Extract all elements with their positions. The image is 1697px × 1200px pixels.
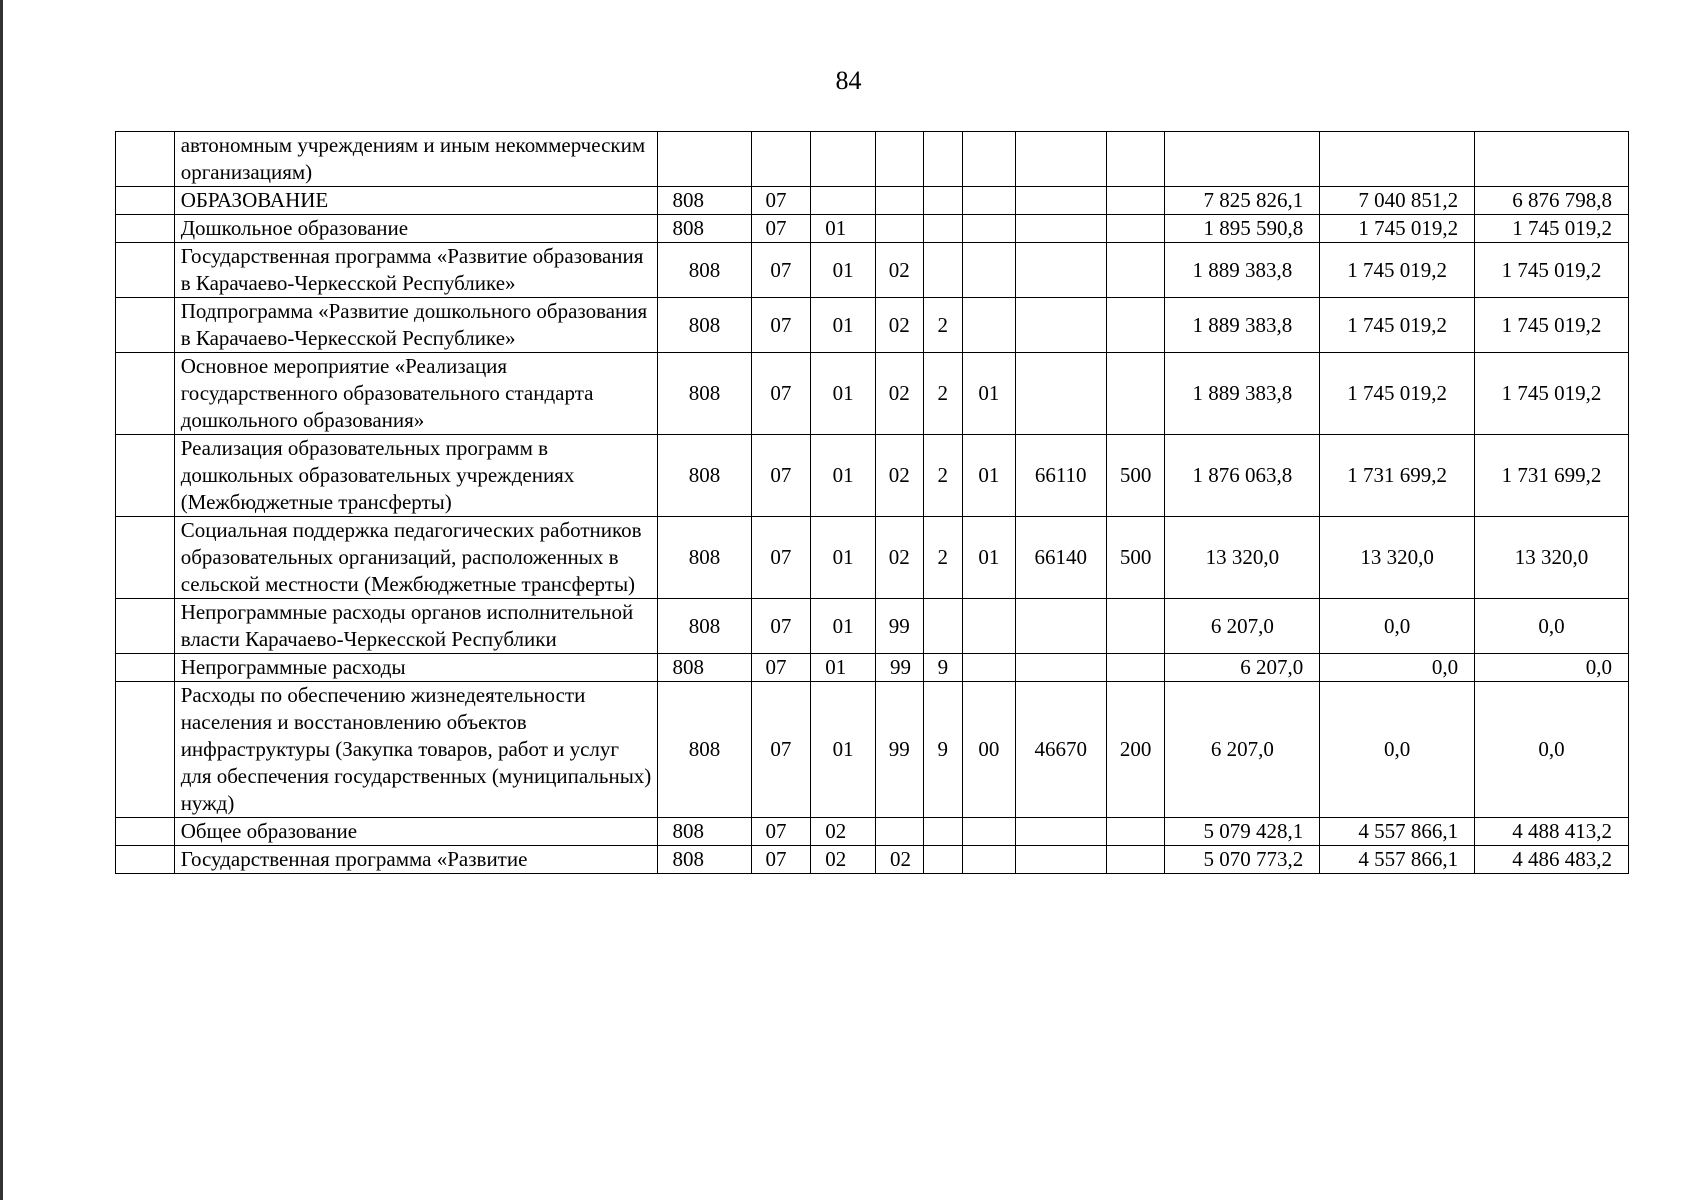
amount-year3-cell: 1 731 699,2 — [1475, 435, 1629, 517]
amount-year3-cell: 1 745 019,2 — [1475, 298, 1629, 353]
subsection-code-cell: 01 — [811, 243, 876, 298]
amount-year3-cell: 6 876 798,8 — [1475, 187, 1629, 215]
program-code-cell: 02 — [876, 517, 924, 599]
ved-code-cell: 808 — [658, 298, 751, 353]
amount-year1-cell: 1 889 383,8 — [1165, 298, 1320, 353]
program-code-cell: 99 — [876, 599, 924, 654]
section-code-cell: 07 — [751, 682, 811, 818]
amount-year2-cell: 1 745 019,2 — [1320, 243, 1475, 298]
subprogram-code-cell — [923, 215, 962, 243]
name-cell: автономным учреждениям и иным некоммерческим организациям) — [174, 132, 658, 187]
ved-code-cell: 808 — [658, 187, 751, 215]
direction-code-cell — [1015, 818, 1106, 846]
expense-type-cell — [1106, 215, 1165, 243]
name-cell: Социальная поддержка педагогических работников образовательных организаций, расположенных в сельской местности (Межбюджетные трансферты) — [174, 517, 658, 599]
name-cell: Подпрограмма «Развитие дошкольного образования в Карачаево-Черкесской Республике» — [174, 298, 658, 353]
section-code-cell: 07 — [751, 846, 811, 874]
section-code-cell: 07 — [751, 818, 811, 846]
amount-year1-cell: 1 889 383,8 — [1165, 243, 1320, 298]
section-code-cell: 07 — [751, 517, 811, 599]
name-cell: Непрограммные расходы — [174, 654, 658, 682]
amount-year2-cell: 4 557 866,1 — [1320, 846, 1475, 874]
program-code-cell: 99 — [876, 654, 924, 682]
amount-year1-cell: 6 207,0 — [1165, 682, 1320, 818]
direction-code-cell — [1015, 846, 1106, 874]
ved-code-cell: 808 — [658, 818, 751, 846]
subsection-code-cell: 01 — [811, 654, 876, 682]
direction-code-cell — [1015, 187, 1106, 215]
ved-code-cell: 808 — [658, 599, 751, 654]
budget-table — [115, 131, 1629, 874]
direction-code-cell — [1015, 132, 1106, 187]
name-cell: Дошкольное образование — [174, 215, 658, 243]
amount-year2-cell — [1320, 132, 1475, 187]
program-code-cell — [876, 132, 924, 187]
amount-year2-cell: 0,0 — [1320, 654, 1475, 682]
subsection-code-cell: 01 — [811, 353, 876, 435]
table-row — [116, 599, 1629, 654]
amount-year2-cell: 0,0 — [1320, 682, 1475, 818]
name-cell: Реализация образовательных программ в дошкольных образовательных учреждениях (Межбюджетные трансферты) — [174, 435, 658, 517]
section-code-cell: 07 — [751, 599, 811, 654]
event-code-cell — [963, 599, 1016, 654]
direction-code-cell: 66140 — [1015, 517, 1106, 599]
table-row — [116, 682, 1629, 818]
subprogram-code-cell: 9 — [923, 654, 962, 682]
subsection-code-cell: 01 — [811, 599, 876, 654]
expense-type-cell — [1106, 298, 1165, 353]
subprogram-code-cell: 2 — [923, 435, 962, 517]
amount-year1-cell: 1 889 383,8 — [1165, 353, 1320, 435]
subprogram-code-cell — [923, 132, 962, 187]
page-number: 84 — [835, 66, 862, 95]
expense-type-cell: 500 — [1106, 435, 1165, 517]
expense-type-cell — [1106, 846, 1165, 874]
event-code-cell — [963, 215, 1016, 243]
table-row — [116, 132, 1629, 187]
program-code-cell: 02 — [876, 846, 924, 874]
program-code-cell: 02 — [876, 298, 924, 353]
amount-year2-cell: 4 557 866,1 — [1320, 818, 1475, 846]
amount-year1-cell: 1 895 590,8 — [1165, 215, 1320, 243]
row-marker-cell — [116, 682, 175, 818]
amount-year2-cell: 13 320,0 — [1320, 517, 1475, 599]
event-code-cell: 00 — [963, 682, 1016, 818]
amount-year3-cell: 4 486 483,2 — [1475, 846, 1629, 874]
amount-year3-cell: 1 745 019,2 — [1475, 215, 1629, 243]
amount-year3-cell: 13 320,0 — [1475, 517, 1629, 599]
program-code-cell: 02 — [876, 353, 924, 435]
amount-year2-cell: 1 745 019,2 — [1320, 215, 1475, 243]
subprogram-code-cell: 2 — [923, 517, 962, 599]
row-marker-cell — [116, 435, 175, 517]
amount-year1-cell — [1165, 132, 1320, 187]
event-code-cell — [963, 818, 1016, 846]
table-row — [116, 187, 1629, 215]
amount-year1-cell: 6 207,0 — [1165, 654, 1320, 682]
expense-type-cell — [1106, 818, 1165, 846]
subprogram-code-cell — [923, 243, 962, 298]
subsection-code-cell: 01 — [811, 682, 876, 818]
amount-year2-cell: 1 731 699,2 — [1320, 435, 1475, 517]
direction-code-cell — [1015, 243, 1106, 298]
subprogram-code-cell — [923, 187, 962, 215]
table-row — [116, 846, 1629, 874]
section-code-cell: 07 — [751, 187, 811, 215]
name-cell: Государственная программа «Развитие образования в Карачаево-Черкесской Республике» — [174, 243, 658, 298]
subsection-code-cell: 02 — [811, 818, 876, 846]
event-code-cell — [963, 654, 1016, 682]
program-code-cell: 99 — [876, 682, 924, 818]
table-row — [116, 215, 1629, 243]
direction-code-cell: 46670 — [1015, 682, 1106, 818]
name-cell: Общее образование — [174, 818, 658, 846]
expense-type-cell — [1106, 353, 1165, 435]
program-code-cell — [876, 187, 924, 215]
ved-code-cell: 808 — [658, 682, 751, 818]
amount-year2-cell: 1 745 019,2 — [1320, 353, 1475, 435]
amount-year1-cell: 13 320,0 — [1165, 517, 1320, 599]
amount-year2-cell: 7 040 851,2 — [1320, 187, 1475, 215]
table-row — [116, 353, 1629, 435]
event-code-cell — [963, 187, 1016, 215]
row-marker-cell — [116, 298, 175, 353]
table-row — [116, 654, 1629, 682]
event-code-cell — [963, 846, 1016, 874]
table-row — [116, 818, 1629, 846]
subprogram-code-cell — [923, 846, 962, 874]
expense-type-cell — [1106, 599, 1165, 654]
amount-year2-cell: 0,0 — [1320, 599, 1475, 654]
amount-year3-cell: 1 745 019,2 — [1475, 353, 1629, 435]
program-code-cell — [876, 818, 924, 846]
ved-code-cell: 808 — [658, 215, 751, 243]
subsection-code-cell: 02 — [811, 846, 876, 874]
subsection-code-cell: 01 — [811, 435, 876, 517]
expense-type-cell — [1106, 243, 1165, 298]
budget-table-body — [116, 132, 1629, 874]
subsection-code-cell — [811, 132, 876, 187]
subsection-code-cell: 01 — [811, 298, 876, 353]
subprogram-code-cell: 9 — [923, 682, 962, 818]
name-cell: Государственная программа «Развитие — [174, 846, 658, 874]
direction-code-cell — [1015, 353, 1106, 435]
name-cell: Непрограммные расходы органов исполнительной власти Карачаево-Черкесской Республики — [174, 599, 658, 654]
row-marker-cell — [116, 818, 175, 846]
subprogram-code-cell — [923, 818, 962, 846]
expense-type-cell: 200 — [1106, 682, 1165, 818]
amount-year3-cell: 0,0 — [1475, 599, 1629, 654]
subsection-code-cell: 01 — [811, 517, 876, 599]
amount-year1-cell: 6 207,0 — [1165, 599, 1320, 654]
section-code-cell: 07 — [751, 435, 811, 517]
section-code-cell — [751, 132, 811, 187]
row-marker-cell — [116, 132, 175, 187]
event-code-cell — [963, 243, 1016, 298]
direction-code-cell — [1015, 654, 1106, 682]
section-code-cell: 07 — [751, 243, 811, 298]
event-code-cell: 01 — [963, 517, 1016, 599]
ved-code-cell: 808 — [658, 435, 751, 517]
row-marker-cell — [116, 187, 175, 215]
amount-year1-cell: 5 070 773,2 — [1165, 846, 1320, 874]
table-row — [116, 435, 1629, 517]
table-row — [116, 298, 1629, 353]
direction-code-cell — [1015, 599, 1106, 654]
direction-code-cell: 66110 — [1015, 435, 1106, 517]
ved-code-cell: 808 — [658, 654, 751, 682]
table-row — [116, 517, 1629, 599]
row-marker-cell — [116, 215, 175, 243]
row-marker-cell — [116, 846, 175, 874]
ved-code-cell: 808 — [658, 353, 751, 435]
section-code-cell: 07 — [751, 215, 811, 243]
amount-year1-cell: 5 079 428,1 — [1165, 818, 1320, 846]
program-code-cell: 02 — [876, 435, 924, 517]
subprogram-code-cell — [923, 599, 962, 654]
direction-code-cell — [1015, 298, 1106, 353]
expense-type-cell — [1106, 132, 1165, 187]
scan-edge — [0, 0, 3, 1200]
amount-year3-cell — [1475, 132, 1629, 187]
name-cell: ОБРАЗОВАНИЕ — [174, 187, 658, 215]
amount-year1-cell: 7 825 826,1 — [1165, 187, 1320, 215]
program-code-cell — [876, 215, 924, 243]
program-code-cell: 02 — [876, 243, 924, 298]
ved-code-cell: 808 — [658, 243, 751, 298]
expense-type-cell — [1106, 187, 1165, 215]
row-marker-cell — [116, 599, 175, 654]
event-code-cell — [963, 132, 1016, 187]
amount-year3-cell: 0,0 — [1475, 682, 1629, 818]
row-marker-cell — [116, 243, 175, 298]
event-code-cell — [963, 298, 1016, 353]
section-code-cell: 07 — [751, 654, 811, 682]
event-code-cell: 01 — [963, 353, 1016, 435]
expense-type-cell: 500 — [1106, 517, 1165, 599]
expense-type-cell — [1106, 654, 1165, 682]
subprogram-code-cell: 2 — [923, 298, 962, 353]
ved-code-cell: 808 — [658, 846, 751, 874]
subsection-code-cell: 01 — [811, 215, 876, 243]
amount-year3-cell: 0,0 — [1475, 654, 1629, 682]
table-row — [116, 243, 1629, 298]
ved-code-cell — [658, 132, 751, 187]
amount-year2-cell: 1 745 019,2 — [1320, 298, 1475, 353]
event-code-cell: 01 — [963, 435, 1016, 517]
row-marker-cell — [116, 353, 175, 435]
section-code-cell: 07 — [751, 298, 811, 353]
direction-code-cell — [1015, 215, 1106, 243]
ved-code-cell: 808 — [658, 517, 751, 599]
amount-year1-cell: 1 876 063,8 — [1165, 435, 1320, 517]
subprogram-code-cell: 2 — [923, 353, 962, 435]
amount-year3-cell: 4 488 413,2 — [1475, 818, 1629, 846]
name-cell: Основное мероприятие «Реализация государственного образовательного стандарта дошкольного образования» — [174, 353, 658, 435]
row-marker-cell — [116, 654, 175, 682]
name-cell: Расходы по обеспечению жизнедеятельности населения и восстановлению объектов инфраструктуры (Закупка товаров, работ и услуг для обеспечения государственных (муниципальных) нужд) — [174, 682, 658, 818]
section-code-cell: 07 — [751, 353, 811, 435]
row-marker-cell — [116, 517, 175, 599]
subsection-code-cell — [811, 187, 876, 215]
amount-year3-cell: 1 745 019,2 — [1475, 243, 1629, 298]
